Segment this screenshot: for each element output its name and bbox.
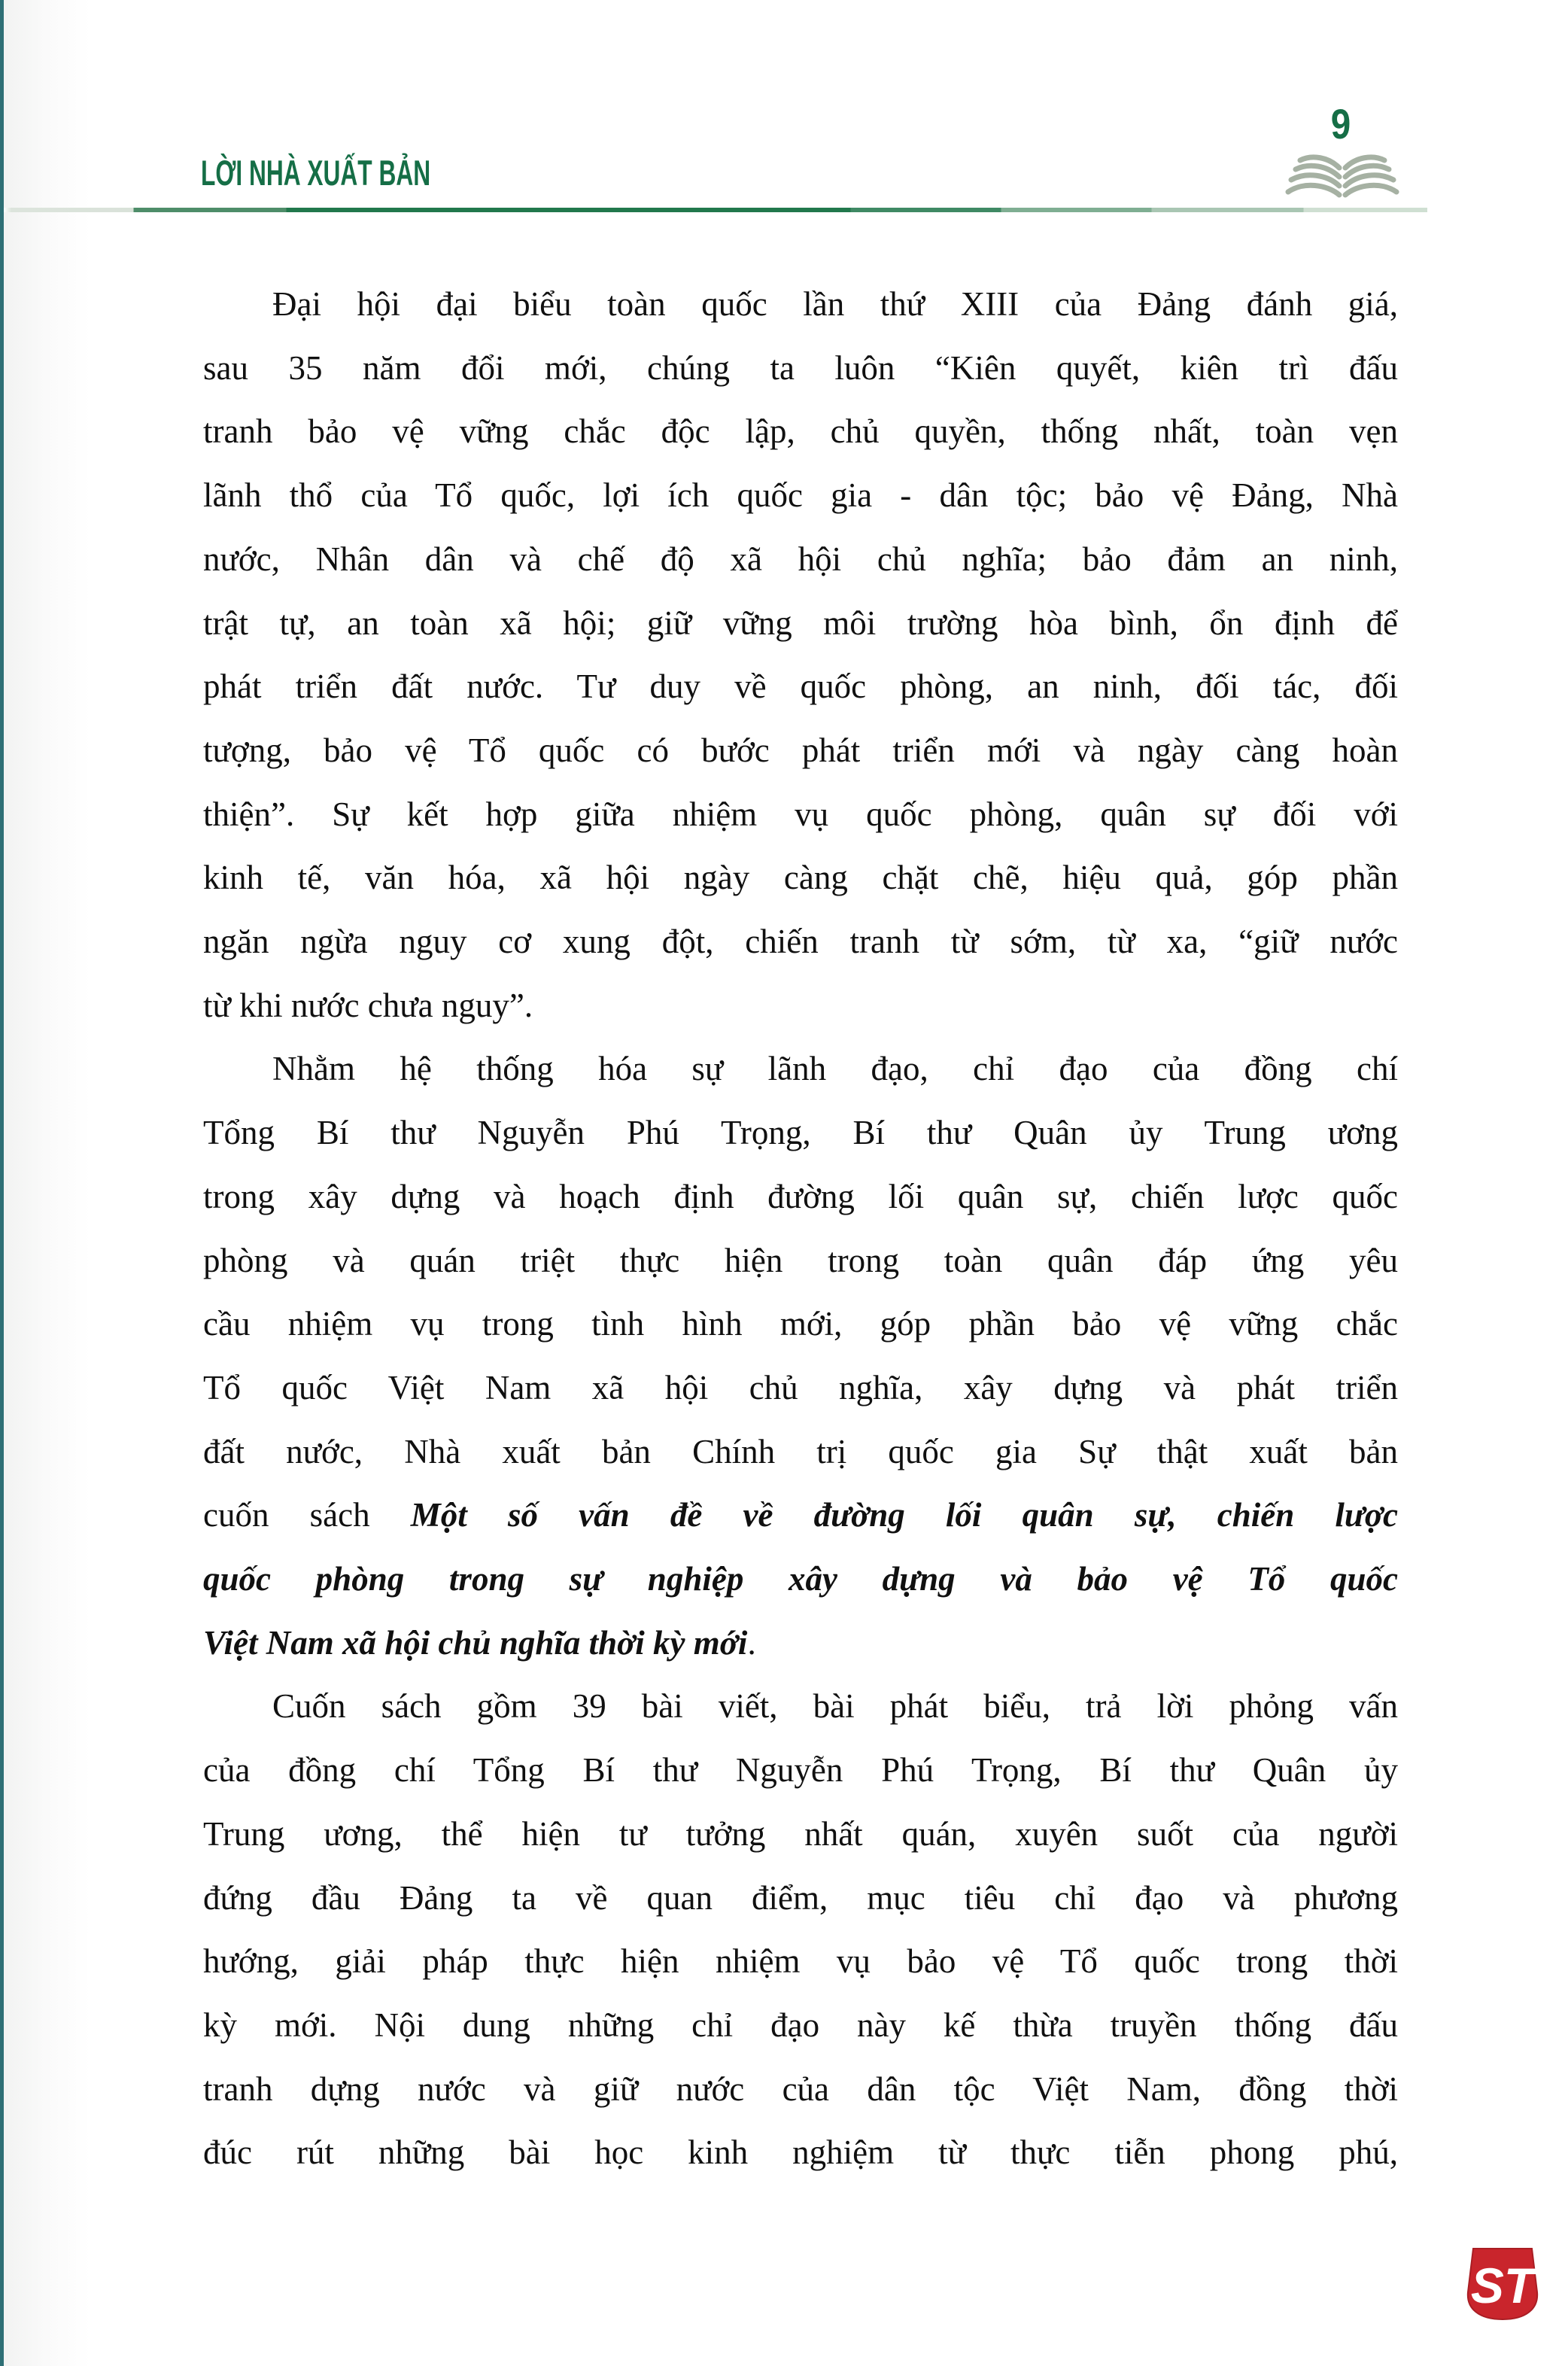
- text-segment: của đồng chí Tổng Bí thư Nguyễn Phú Trọng, Bí thư Quân ủy: [203, 1751, 1398, 1790]
- text-segment: kinh tế, văn hóa, xã hội ngày càng chặt chẽ, hiệu quả, góp phần: [203, 859, 1398, 897]
- body-text: [203, 272, 1398, 2185]
- text-segment: đúc rút những bài học kinh nghiệm từ thực tiễn phong phú,: [203, 2133, 1398, 2172]
- text-line: [203, 719, 1398, 783]
- text-segment: Cuốn sách gồm 39 bài viết, bài phát biểu, trả lời phỏng vấn: [272, 1687, 1398, 1726]
- text-segment: đứng đầu Đảng ta về quan điểm, mục tiêu chỉ đạo và phương: [203, 1878, 1398, 1917]
- text-segment: đất nước, Nhà xuất bản Chính trị quốc gia Sự thật xuất bản: [203, 1432, 1398, 1470]
- text-line: [203, 1101, 1398, 1165]
- page-number: 9: [1330, 100, 1351, 147]
- text-segment: tranh bảo vệ vững chắc độc lập, chủ quyền, thống nhất, toàn vẹn: [203, 412, 1398, 451]
- text-line: [203, 910, 1398, 974]
- text-line: [203, 783, 1398, 847]
- text-segment: tượng, bảo vệ Tổ quốc có bước phát triển mới và ngày càng hoàn: [203, 731, 1398, 769]
- book-title-segment: Việt Nam xã hội chủ nghĩa thời kỳ mới: [203, 1623, 748, 1662]
- text-line: [203, 1674, 1398, 1738]
- text-line: [203, 1420, 1398, 1484]
- text-segment: Trung ương, thể hiện tư tưởng nhất quán, xuyên suốt của người: [203, 1814, 1398, 1853]
- text-line: [203, 655, 1398, 719]
- book-title-segment: Một số vấn đề về đường lối quân sự, chiến lược: [410, 1496, 1399, 1534]
- text-line: [203, 1866, 1398, 1930]
- left-edge-strip: [0, 0, 4, 2366]
- text-line: [203, 1483, 1398, 1547]
- text-line: [203, 1229, 1398, 1293]
- text-segment: Nhằm hệ thống hóa sự lãnh đạo, chỉ đạo của đồng chí: [272, 1050, 1398, 1088]
- text-line: [203, 528, 1398, 592]
- text-line: [203, 1802, 1398, 1866]
- text-segment: .: [747, 1623, 756, 1662]
- text-segment: Đại hội đại biểu toàn quốc lần thứ XIII của Đảng đánh giá,: [272, 285, 1398, 323]
- text-line: [203, 2121, 1398, 2185]
- text-line: [203, 400, 1398, 464]
- text-segment: cầu nhiệm vụ trong tình hình mới, góp phần bảo vệ vững chắc: [203, 1305, 1398, 1343]
- text-segment: ngăn ngừa nguy cơ xung đột, chiến tranh từ sớm, từ xa, “giữ nước: [203, 923, 1398, 961]
- text-line: [203, 1993, 1398, 2057]
- text-segment: trong xây dựng và hoạch định đường lối quân sự, chiến lược quốc: [203, 1177, 1398, 1215]
- text-segment: lãnh thổ của Tổ quốc, lợi ích quốc gia - dân tộc; bảo vệ Đảng, Nhà: [203, 476, 1398, 515]
- book-title-segment: quốc phòng trong sự nghiệp xây dựng và bảo vệ Tổ quốc: [203, 1560, 1398, 1598]
- text-segment: hướng, giải pháp thực hiện nhiệm vụ bảo vệ Tổ quốc trong thời: [203, 1942, 1398, 1981]
- text-line: [203, 464, 1398, 528]
- text-line: [203, 1037, 1398, 1101]
- text-line: [203, 1356, 1398, 1420]
- text-segment: Tổ quốc Việt Nam xã hội chủ nghĩa, xây dựng và phát triển: [203, 1368, 1398, 1407]
- logo-letters: ST: [1470, 2258, 1535, 2313]
- publisher-logo-st: [1466, 2246, 1539, 2324]
- text-segment: nước, Nhân dân và chế độ xã hội chủ nghĩa; bảo đảm an ninh,: [203, 540, 1398, 578]
- text-line: [203, 1930, 1398, 1993]
- text-segment: phòng và quán triệt thực hiện trong toàn quân đáp ứng yêu: [203, 1241, 1398, 1279]
- text-line: [203, 336, 1398, 400]
- open-book-icon: [1284, 153, 1401, 201]
- text-segment: từ khi nước chưa nguy”.: [203, 986, 533, 1024]
- header-rule: [4, 208, 1427, 212]
- text-segment: kỳ mới. Nội dung những chỉ đạo này kế thừa truyền thống đấu: [203, 2006, 1398, 2044]
- text-segment: tranh dựng nước và giữ nước của dân tộc Việt Nam, đồng thời: [203, 2069, 1398, 2108]
- text-line: [203, 1547, 1398, 1611]
- text-line: [203, 846, 1398, 910]
- text-line: [203, 974, 1398, 1038]
- text-segment: cuốn sách: [203, 1496, 411, 1534]
- text-line: [203, 592, 1398, 655]
- text-line: [203, 272, 1398, 336]
- text-segment: trật tự, an toàn xã hội; giữ vững môi trường hòa bình, ổn định để: [203, 604, 1398, 642]
- text-line: [203, 2057, 1398, 2121]
- running-header-title: LỜI NHÀ XUẤT BẢN: [201, 153, 431, 193]
- text-segment: thiện”. Sự kết hợp giữa nhiệm vụ quốc phòng, quân sự đối với: [203, 795, 1398, 833]
- text-segment: phát triển đất nước. Tư duy về quốc phòng, an ninh, đối tác, đối: [203, 668, 1398, 706]
- text-line: [203, 1611, 1398, 1675]
- text-line: [203, 1738, 1398, 1802]
- text-segment: sau 35 năm đổi mới, chúng ta luôn “Kiên quyết, kiên trì đấu: [203, 348, 1398, 387]
- text-line: [203, 1165, 1398, 1229]
- text-line: [203, 1292, 1398, 1356]
- text-segment: Tổng Bí thư Nguyễn Phú Trọng, Bí thư Quân ủy Trung ương: [203, 1114, 1398, 1152]
